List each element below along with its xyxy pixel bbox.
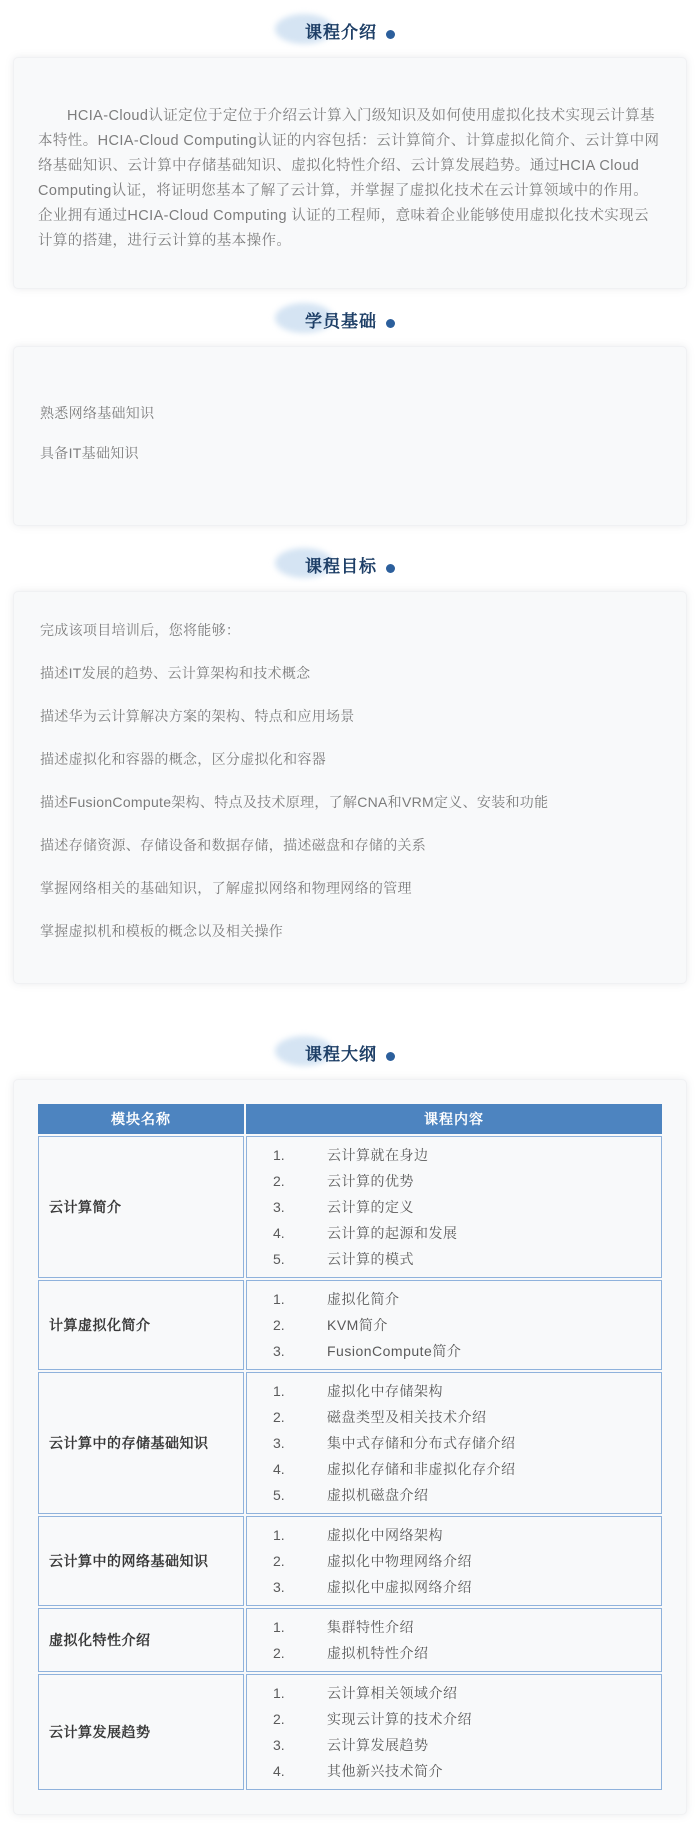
content-item: 3. FusionCompute简介 — [273, 1343, 462, 1359]
objectives-lead: 完成该项目培训后，您将能够： — [40, 622, 241, 638]
content-item: 5. 虚拟机磁盘介绍 — [273, 1487, 429, 1503]
content-item: 3. 集中式存储和分布式存储介绍 — [273, 1435, 516, 1451]
objective-item: 描述FusionCompute架构、特点及技术原理，了解CNA和VRM定义、安装和功能 — [40, 794, 549, 810]
objective-item: 描述虚拟化和容器的概念，区分虚拟化和容器 — [40, 751, 326, 767]
section-title-course-objectives — [0, 552, 700, 577]
section-title-course-intro — [0, 18, 700, 43]
section-heading: 课程大纲 — [305, 1045, 377, 1064]
module-content — [246, 1372, 662, 1514]
course-objectives-card — [13, 591, 687, 984]
title-dot-decoration — [386, 319, 395, 328]
content-item: 3. 云计算的定义 — [273, 1199, 414, 1215]
module-content — [246, 1674, 662, 1790]
objective-item: 掌握网络相关的基础知识，了解虚拟网络和物理网络的管理 — [40, 880, 412, 896]
course-outline-table — [36, 1102, 664, 1792]
content-item: 2. 磁盘类型及相关技术介绍 — [273, 1409, 487, 1425]
module-content — [246, 1608, 662, 1672]
content-item: 1. 虚拟化中网络架构 — [273, 1527, 443, 1543]
table-row — [38, 1372, 662, 1514]
section-title-student-basics — [0, 307, 700, 332]
content-item: 1. 集群特性介绍 — [273, 1619, 414, 1635]
title-dot-decoration — [386, 1052, 395, 1061]
module-name: 云计算发展趋势 — [38, 1674, 244, 1790]
basics-item: 具备IT基础知识 — [40, 445, 139, 461]
basics-item: 熟悉网络基础知识 — [40, 405, 155, 421]
title-dot-decoration — [386, 564, 395, 573]
objective-item: 描述存储资源、存储设备和数据存储，描述磁盘和存储的关系 — [40, 837, 427, 853]
table-row — [38, 1280, 662, 1370]
table-row — [38, 1136, 662, 1278]
title-dot-decoration — [386, 30, 395, 39]
page-title: 课程介绍 — [305, 23, 377, 42]
module-content — [246, 1136, 662, 1278]
content-item: 1. 虚拟化简介 — [273, 1291, 400, 1307]
content-item: 4. 其他新兴技术简介 — [273, 1763, 443, 1779]
course-intro-card — [13, 57, 687, 289]
content-item: 4. 云计算的起源和发展 — [273, 1225, 458, 1241]
course-intro-paragraph: HCIA-Cloud认证定位于定位于介绍云计算入门级知识及如何使用虚拟化技术实现云计算基本特性。HCIA-Cloud Computing认证的内容包括：云计算简介、计算虚拟化简介、云计算中网络基础知识、云计算中存储基础知识、虚拟化特性介绍、云计算发展趋势。通过HCIA Cloud Computing认证，将证明您基本了解了云计算，并掌握了虚拟化技术在云计算领域中的作用。企业拥有通过HCIA-Cloud Computing 认证的工程师，意味着企业能够使用虚拟化技术实现云计算的搭建，进行云计算的基本操作。 — [38, 108, 660, 249]
column-header-content: 课程内容 — [246, 1104, 662, 1134]
column-header-module: 模块名称 — [38, 1104, 244, 1134]
objective-item: 掌握虚拟机和模板的概念以及相关操作 — [40, 923, 284, 939]
module-content — [246, 1280, 662, 1370]
table-header-row — [38, 1104, 662, 1134]
module-name: 计算虚拟化简介 — [38, 1280, 244, 1370]
content-item: 3. 云计算发展趋势 — [273, 1737, 429, 1753]
content-item: 4. 虚拟化存储和非虚拟化存介绍 — [273, 1461, 516, 1477]
module-name: 云计算中的存储基础知识 — [38, 1372, 244, 1514]
content-item: 2. 虚拟机特性介绍 — [273, 1645, 429, 1661]
content-item: 2. KVM简介 — [273, 1317, 388, 1333]
module-name: 云计算简介 — [38, 1136, 244, 1278]
content-item: 2. 虚拟化中物理网络介绍 — [273, 1553, 472, 1569]
section-heading: 学员基础 — [305, 312, 377, 331]
content-item: 2. 实现云计算的技术介绍 — [273, 1711, 472, 1727]
content-item: 3. 虚拟化中虚拟网络介绍 — [273, 1579, 472, 1595]
table-row — [38, 1674, 662, 1790]
module-content — [246, 1516, 662, 1606]
module-name: 虚拟化特性介绍 — [38, 1608, 244, 1672]
section-heading: 课程目标 — [305, 557, 377, 576]
student-basics-card — [13, 346, 687, 526]
content-item: 1. 虚拟化中存储架构 — [273, 1383, 443, 1399]
objective-item: 描述华为云计算解决方案的架构、特点和应用场景 — [40, 708, 355, 724]
table-row — [38, 1608, 662, 1672]
content-item: 1. 云计算就在身边 — [273, 1147, 429, 1163]
table-row — [38, 1516, 662, 1606]
course-outline-card — [13, 1079, 687, 1815]
section-title-course-outline — [0, 1040, 700, 1065]
module-name: 云计算中的网络基础知识 — [38, 1516, 244, 1606]
content-item: 5. 云计算的模式 — [273, 1251, 414, 1267]
content-item: 2. 云计算的优势 — [273, 1173, 414, 1189]
objective-item: 描述IT发展的趋势、云计算架构和技术概念 — [40, 665, 311, 681]
content-item: 1. 云计算相关领域介绍 — [273, 1685, 458, 1701]
